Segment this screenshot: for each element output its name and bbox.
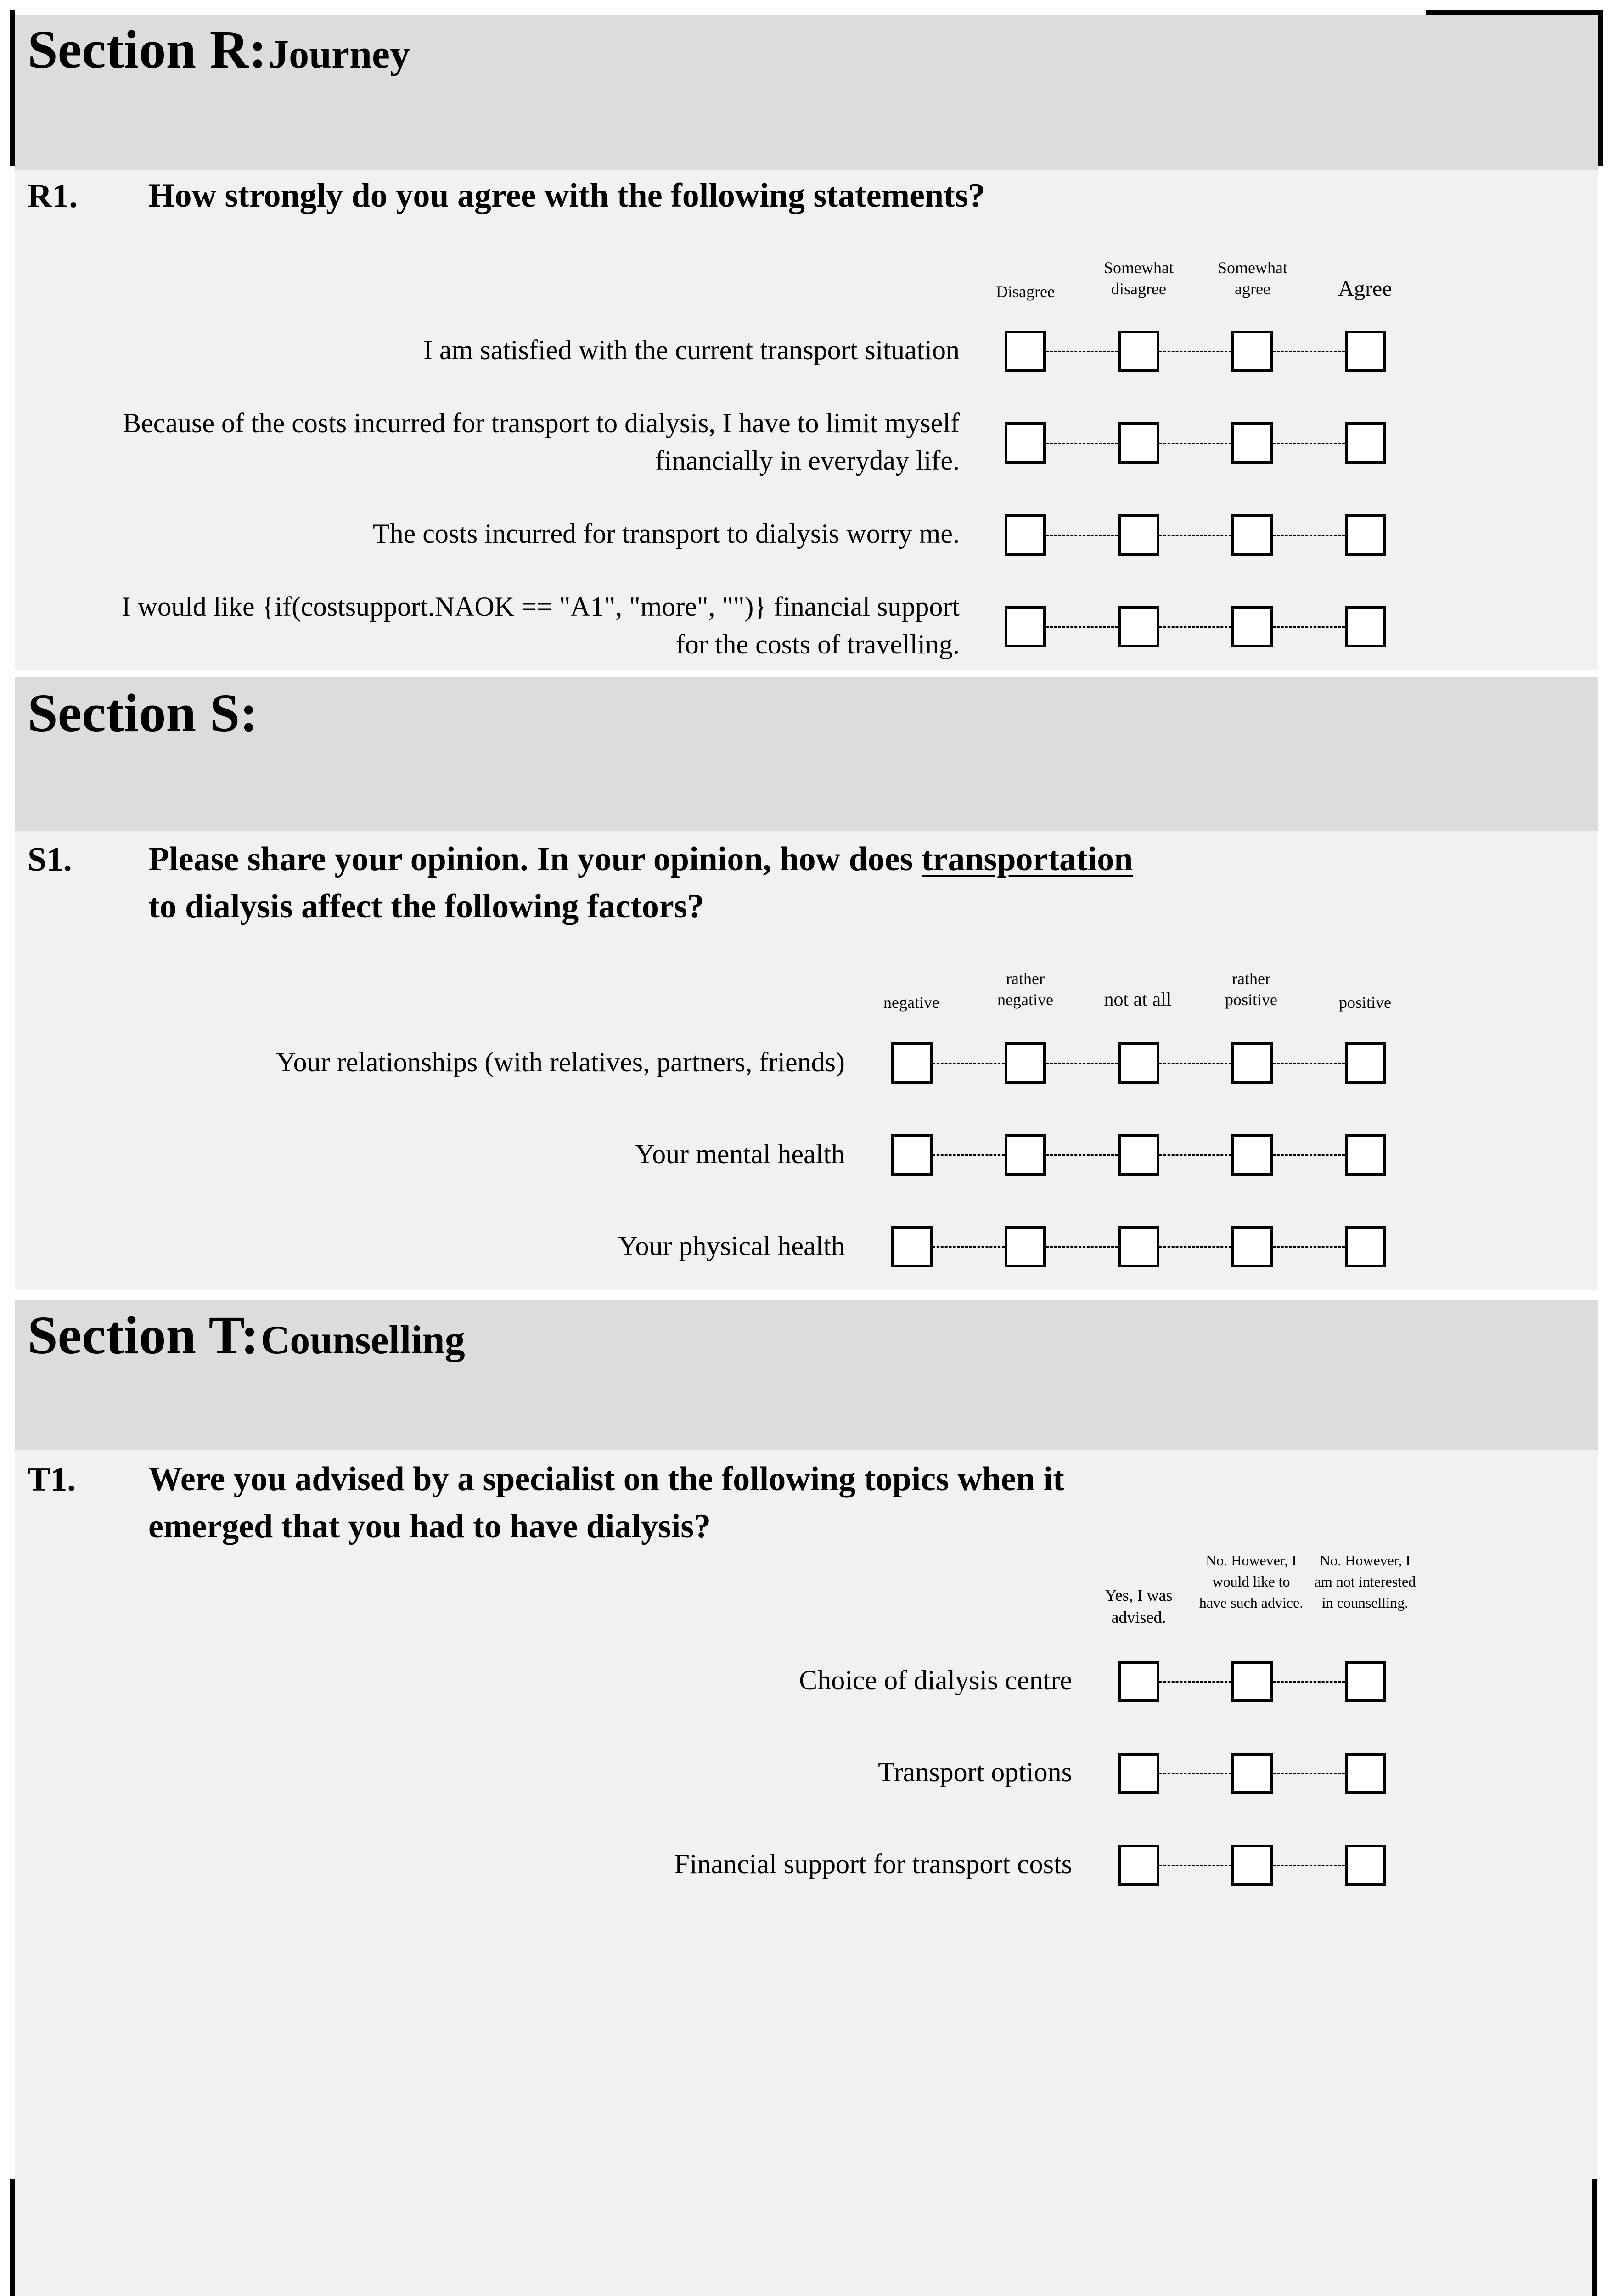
scale-column-label: positive <box>1339 993 1391 1012</box>
question-s1-emphasis: transportation <box>921 840 1133 878</box>
question-s1-line: to dialysis affect the following factors? <box>148 888 704 925</box>
scale-connector-line <box>1273 1154 1345 1156</box>
response-checkbox[interactable] <box>1345 1042 1386 1084</box>
response-checkbox[interactable] <box>1345 606 1386 647</box>
section-r-label: Section R: <box>28 19 267 79</box>
response-checkbox[interactable] <box>1118 331 1159 372</box>
scale-connector-line <box>1273 1773 1345 1774</box>
response-checkbox[interactable] <box>891 1134 933 1176</box>
scale-connector-line <box>1046 443 1118 444</box>
response-checkbox[interactable] <box>1118 1661 1159 1702</box>
response-checkbox[interactable] <box>1005 606 1046 647</box>
topic-label: Financial support for transport costs <box>674 1849 1072 1879</box>
factor-label: Your mental health <box>635 1139 845 1169</box>
scale-connector-line <box>1159 1865 1231 1866</box>
scale-connector-line <box>1046 1063 1118 1064</box>
scale-connector-line <box>1273 1681 1345 1683</box>
question-r1-number: R1. <box>28 177 78 215</box>
question-s1-line: Please share your opinion. In your opinion, how does transportation <box>148 840 1133 878</box>
scale-column-label: not at all <box>1104 989 1172 1010</box>
question-s1-text <box>148 836 1133 930</box>
statement-label <box>18 515 960 552</box>
scale-connector-line <box>1273 351 1345 352</box>
response-checkbox[interactable] <box>891 1226 933 1267</box>
factor-label: Your relationships (with relatives, partners, friends) <box>276 1047 845 1077</box>
statement-line: for the costs of travelling. <box>675 629 960 659</box>
scale-connector-line <box>1273 443 1345 444</box>
scale-connector-line <box>1159 1063 1231 1064</box>
response-checkbox[interactable] <box>1231 1661 1273 1702</box>
response-checkbox[interactable] <box>1345 331 1386 372</box>
scale-column-label: Somewhat agree <box>1218 259 1287 298</box>
response-checkbox[interactable] <box>1231 1226 1273 1267</box>
scale-column-label: No. However, I would like to have such advice. <box>1199 1552 1304 1611</box>
scale-column-label: negative <box>883 993 939 1012</box>
response-checkbox[interactable] <box>1005 422 1046 464</box>
scale-connector-line <box>1159 1154 1231 1156</box>
scale-column-label: Yes, I was advised. <box>1105 1586 1173 1626</box>
response-checkbox[interactable] <box>1005 331 1046 372</box>
section-r-title <box>28 18 410 81</box>
response-checkbox[interactable] <box>1118 606 1159 647</box>
scale-connector-line <box>1273 1246 1345 1248</box>
response-checkbox[interactable] <box>1005 1226 1046 1267</box>
response-checkbox[interactable] <box>1231 1845 1273 1886</box>
question-t1-text <box>148 1456 1064 1550</box>
question-t1-number: T1. <box>28 1461 76 1498</box>
response-checkbox[interactable] <box>1345 422 1386 464</box>
scale-column-label: rather positive <box>1225 969 1277 1009</box>
statement-label <box>18 331 960 369</box>
scale-connector-line <box>1159 443 1231 444</box>
statement-line: I would like {if(costsupport.NAOK == "A1", "more", "")} financial support <box>121 591 960 622</box>
scale-connector-line <box>1159 626 1231 628</box>
question-t1-line: emerged that you had to have dialysis? <box>148 1508 711 1545</box>
response-checkbox[interactable] <box>1118 1753 1159 1794</box>
section-t-subtitle: Counselling <box>260 1318 465 1362</box>
topic-label: Transport options <box>878 1757 1072 1787</box>
response-checkbox[interactable] <box>1231 1134 1273 1176</box>
section-r-subtitle: Journey <box>269 32 410 77</box>
response-checkbox[interactable] <box>1231 1042 1273 1084</box>
scale-connector-line <box>1046 535 1118 536</box>
scale-connector-line <box>1273 626 1345 628</box>
response-checkbox[interactable] <box>1345 1661 1386 1702</box>
section-s-title <box>28 682 258 744</box>
response-checkbox[interactable] <box>1345 514 1386 556</box>
statement-line: financially in everyday life. <box>655 445 960 476</box>
statement-label <box>18 588 960 663</box>
scale-connector-line <box>933 1154 1005 1156</box>
scale-connector-line <box>1159 1681 1231 1683</box>
response-checkbox[interactable] <box>1231 422 1273 464</box>
response-checkbox[interactable] <box>891 1042 933 1084</box>
scale-connector-line <box>933 1246 1005 1248</box>
scale-column-label: No. However, I am not interested in counselling. <box>1314 1552 1416 1611</box>
response-checkbox[interactable] <box>1231 606 1273 647</box>
scale-column-label: Somewhat disagree <box>1104 259 1174 298</box>
scale-connector-line <box>1046 626 1118 628</box>
response-checkbox[interactable] <box>1118 514 1159 556</box>
statement-line: I am satisfied with the current transport situation <box>423 335 960 365</box>
section-t-title <box>28 1304 465 1367</box>
response-checkbox[interactable] <box>1118 1845 1159 1886</box>
scale-connector-line <box>1159 1246 1231 1248</box>
statement-line: Because of the costs incurred for transport to dialysis, I have to limit myself <box>123 408 960 438</box>
question-r1-text: How strongly do you agree with the following statements? <box>148 177 985 214</box>
scale-connector-line <box>933 1063 1005 1064</box>
statement-line: The costs incurred for transport to dialysis worry me. <box>372 518 960 549</box>
question-t1-line: Were you advised by a specialist on the following topics when it <box>148 1460 1064 1498</box>
response-checkbox[interactable] <box>1118 1226 1159 1267</box>
scale-connector-line <box>1273 535 1345 536</box>
scale-connector-line <box>1046 1246 1118 1248</box>
scale-column-label: Disagree <box>996 282 1055 301</box>
scale-connector-line <box>1046 351 1118 352</box>
scale-connector-line <box>1273 1063 1345 1064</box>
response-checkbox[interactable] <box>1231 514 1273 556</box>
response-checkbox[interactable] <box>1231 331 1273 372</box>
question-s1-number: S1. <box>28 841 72 878</box>
scale-connector-line <box>1159 535 1231 536</box>
response-checkbox[interactable] <box>1345 1845 1386 1886</box>
response-checkbox[interactable] <box>1005 514 1046 556</box>
scale-connector-line <box>1046 1154 1118 1156</box>
response-checkbox[interactable] <box>1005 1042 1046 1084</box>
response-checkbox[interactable] <box>1345 1753 1386 1794</box>
response-checkbox[interactable] <box>1005 1134 1046 1176</box>
scale-connector-line <box>1273 1865 1345 1866</box>
section-t-label: Section T: <box>28 1305 259 1365</box>
scale-column-label: Agree <box>1338 276 1392 301</box>
response-checkbox[interactable] <box>1231 1753 1273 1794</box>
scale-column-label: rather negative <box>997 969 1053 1009</box>
response-checkbox[interactable] <box>1118 1134 1159 1176</box>
response-checkbox[interactable] <box>1118 422 1159 464</box>
response-checkbox[interactable] <box>1345 1134 1386 1176</box>
response-checkbox[interactable] <box>1345 1226 1386 1267</box>
scale-connector-line <box>1159 1773 1231 1774</box>
section-s-label: Section S: <box>28 683 258 743</box>
scale-connector-line <box>1159 351 1231 352</box>
factor-label: Your physical health <box>618 1231 845 1261</box>
statement-label <box>18 404 960 479</box>
response-checkbox[interactable] <box>1118 1042 1159 1084</box>
topic-label: Choice of dialysis centre <box>799 1665 1072 1695</box>
